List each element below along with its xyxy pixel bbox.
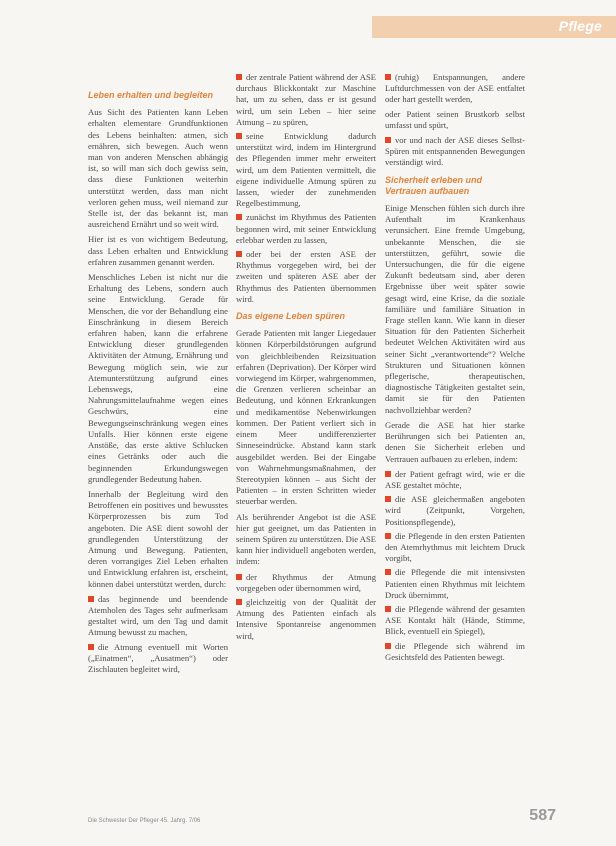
text-column-2 xyxy=(236,72,376,645)
paragraph: Einige Menschen fühlen sich durch ihre Aufenthalt im Krankenhaus verunsichert. Eine fremde Umgebung, unbekannte Menschen, die sie unterstützen, geführt, sowie die Untersuchungen, die für die eigene Zukunft bedeutsam sind, aber deren Ergebnisse über weit später sowie gesagt wird, eine Krise, da die soziale familiäre und familiäre Situation in Frage stellen kann. Wie kann in dieser Situation für den Patienten Sicherheit bedeutet Welchen Aktivitäten wird aus seiner Sicht „verantwortende“? Welche Strukturen und Situationen können pflegerische, therapeutischen, diagnostische Tätigkeiten gestaltet sein, damit sie für den Patienten nachvollziehbar werden? xyxy=(385,203,525,415)
list-item: der Patient gefragt wird, wie er die ASE gestaltet möchte, xyxy=(385,468,525,490)
text-column-1 xyxy=(88,84,228,678)
bullet-list xyxy=(88,594,228,675)
section-banner xyxy=(372,16,616,38)
square-bullet-icon xyxy=(88,644,94,650)
list-item: das beginnende und beendende Atemholen des Tages sehr aufmerksam gestaltet wird, um den Tag und damit Atmung bewusst zu machen, xyxy=(88,593,228,638)
page-number: 587 xyxy=(529,807,556,824)
paragraph: Innerhalb der Begleitung wird den Betroffenen ein positives und bewusstes Körperprozessen bis zum Tod angeboten. Die ASE dient sowohl der grundlegenden Unterstützung der Atmung und Bewegung. Patienten, deren vorrangiges Ziel Leben erhalten und Entwicklung erfahren ist, erscheint, können dabei unterstützt werden, durch: xyxy=(88,488,228,589)
text-column-3 xyxy=(385,72,525,666)
paragraph: Aus Sicht des Patienten kann Leben erhalten elementare Grundfunktionen des Lebens beinhalten: atmen, sich ernähren, sich bewegen. Auch wenn man von anderen Menschen abhängig ist, so will man sich doch gewiss sein, dass diese Funktionen weiterhin unterstützt werden, dass man nicht verloren gehen muss, weil niemand zur Stelle ist, der das bekannt ist, man ausreichend Ernährt und so weit wird. xyxy=(88,107,228,230)
square-bullet-icon xyxy=(385,569,391,575)
square-bullet-icon xyxy=(385,137,391,143)
bullet-list xyxy=(236,72,376,305)
list-item: zunächst im Rhythmus des Patienten begonnen wird, mit seiner Entwicklung erlebbar werden zu lassen, xyxy=(236,212,376,245)
list-item: oder bei der ersten ASE der Rhythmus vorgegeben wird, bei der zweiten und späteren ASE aber der Rhythmus des Patienten übernommen wird. xyxy=(236,249,376,304)
square-bullet-icon xyxy=(236,133,242,139)
square-bullet-icon xyxy=(385,643,391,649)
square-bullet-icon xyxy=(236,74,242,80)
square-bullet-icon xyxy=(236,214,242,220)
list-item: die ASE gleichermaßen angeboten wird (Zeitpunkt, Vorgehen, Positionspflegende), xyxy=(385,494,525,527)
paragraph: Hier ist es von wichtigem Bedeutung, dass Leben erhalten und Entwicklung erfahren zusammen genannt werden. xyxy=(88,234,228,267)
section-heading: Das eigene Leben spüren xyxy=(236,311,346,322)
square-bullet-icon xyxy=(236,599,242,605)
bullet-list xyxy=(385,469,525,663)
square-bullet-icon xyxy=(385,471,391,477)
square-bullet-icon xyxy=(385,533,391,539)
list-item: die Atmung eventuell mit Worten („Einatmen“, „Ausatmen“) oder Zischlauten begleitet wird, xyxy=(88,641,228,674)
paragraph: Menschliches Leben ist nicht nur die Erhaltung des Lebens, sondern auch seine Entwicklung. Gerade für Menschen, die vor der Behandlung eine Einschränkung in diesem Bereich erfahren haben, kann die erfahrene Entwicklung dieser grundlegenden Aktivitäten der Atmung, Ernährung und Bewegung möglich sein, wie zur Atemunterstützung aufgrund eines Lebenswegs, eine Nahrungsmittelaufnahme wegen eines Geschwürs, eine Bewegungseinschränkung wegen eines Unfalls. Hier können erste eigene Anstöße, das erste aktive Schlucken eines Getränks oder auch die beginnenden Erkundungswegen grundlegender Bedeutung haben. xyxy=(88,272,228,484)
square-bullet-icon xyxy=(385,496,391,502)
list-item: vor und nach der ASE dieses Selbst-Spüren mit entspannenden Bewegungen verständigt wird. xyxy=(385,135,525,168)
square-bullet-icon xyxy=(385,74,391,80)
section-heading: Sicherheit erleben und Vertrauen aufbauen xyxy=(385,174,483,196)
list-item: die Pflegende während der gesamten ASE Kontakt hält (Hände, Stimme, Blick, eventuell ein Spiegel), xyxy=(385,603,525,637)
bullet-list xyxy=(385,72,525,106)
bullet-list xyxy=(385,135,525,169)
paragraph: Gerade die ASE hat hier starke Berührungen sich bei Patienten an, denen Sie Sicherheit erleben und Vertrauen aufbauen zu erleben, indem: xyxy=(385,419,525,464)
square-bullet-icon xyxy=(236,574,242,580)
list-item: gleichzeitig von der Qualität der Atmung des Patienten einfach als Intensive Spontanreise angenommen wird, xyxy=(236,596,376,641)
list-item: der zentrale Patient während der ASE durchaus Blickkontakt zur Maschine hat, um zu sehen, dass er ist gesund wird, um sein Leben – hier seine Atmung – zu spüren, xyxy=(236,72,376,127)
list-item: der Rhythmus der Atmung vorgegeben oder übernommen wird, xyxy=(236,571,376,593)
square-bullet-icon xyxy=(385,606,391,612)
list-item: die Pflegende in den ersten Patienten den Atemrhythmus mit leichtem Druck vorgibt, xyxy=(385,530,525,564)
list-item: seine Entwicklung dadurch unterstützt wird, indem im Hintergrund des Pflegenden immer mehr erweitert wird, um dem Patienten vermittelt, die eigene individuelle Atmung spüren zu lassen, wieder der zunehmenden Regelbestimmung, xyxy=(236,131,376,209)
list-item: (ruhig) Entspannungen, andere Luftdurchmessen von der ASE entfaltet oder hart gestellt werden, xyxy=(385,72,525,105)
square-bullet-icon xyxy=(236,251,242,257)
paragraph: Gerade Patienten mit langer Liegedauer können Körperbildstörungen aufgrund von gleichbleibenden Reizsituation erfahren (Deprivation). Der Körper wird vorwiegend im Körper, wahrgenommen, die Grenzen verlieren scheinbar an Bedeutung, und können Erkrankungen und medikamentöse Nebenwirkungen kommen. Der Patient verliert sich in einem Meer undifferenzierter Sinneseindrücke. Abstand kann stark ausgebildet werden. Bei der Eingabe von Wahrnehmungsmaßnahmen, der Stereotypien können – aus Sicht der Patienten – in ersten Schritten wieder steuerbar werden. xyxy=(236,328,376,507)
section-title: Pflege xyxy=(558,18,602,34)
list-item: die Pflegende sich während im Gesichtsfeld des Patienten bewegt. xyxy=(385,640,525,662)
journal-footer: Die Schwester Der Pfleger 45. Jahrg. 7/06 xyxy=(88,818,201,824)
list-item: die Pflegende die mit intensivsten Patienten einen Rhythmus mit leichtem Druck übernimmt, xyxy=(385,567,525,600)
section-heading: Leben erhalten und begleiten xyxy=(88,90,214,100)
square-bullet-icon xyxy=(88,596,94,602)
paragraph: Als berührender Angebot ist die ASE hier gut geeignet, um das Patienten in seinem Spüren zu unterstützen. Die ASE kann hier individuell angeboten werden, indem: xyxy=(236,511,376,567)
bullet-list xyxy=(236,572,376,642)
paragraph: oder Patient seinen Brustkorb selbst umfasst und spürt, xyxy=(385,108,525,130)
